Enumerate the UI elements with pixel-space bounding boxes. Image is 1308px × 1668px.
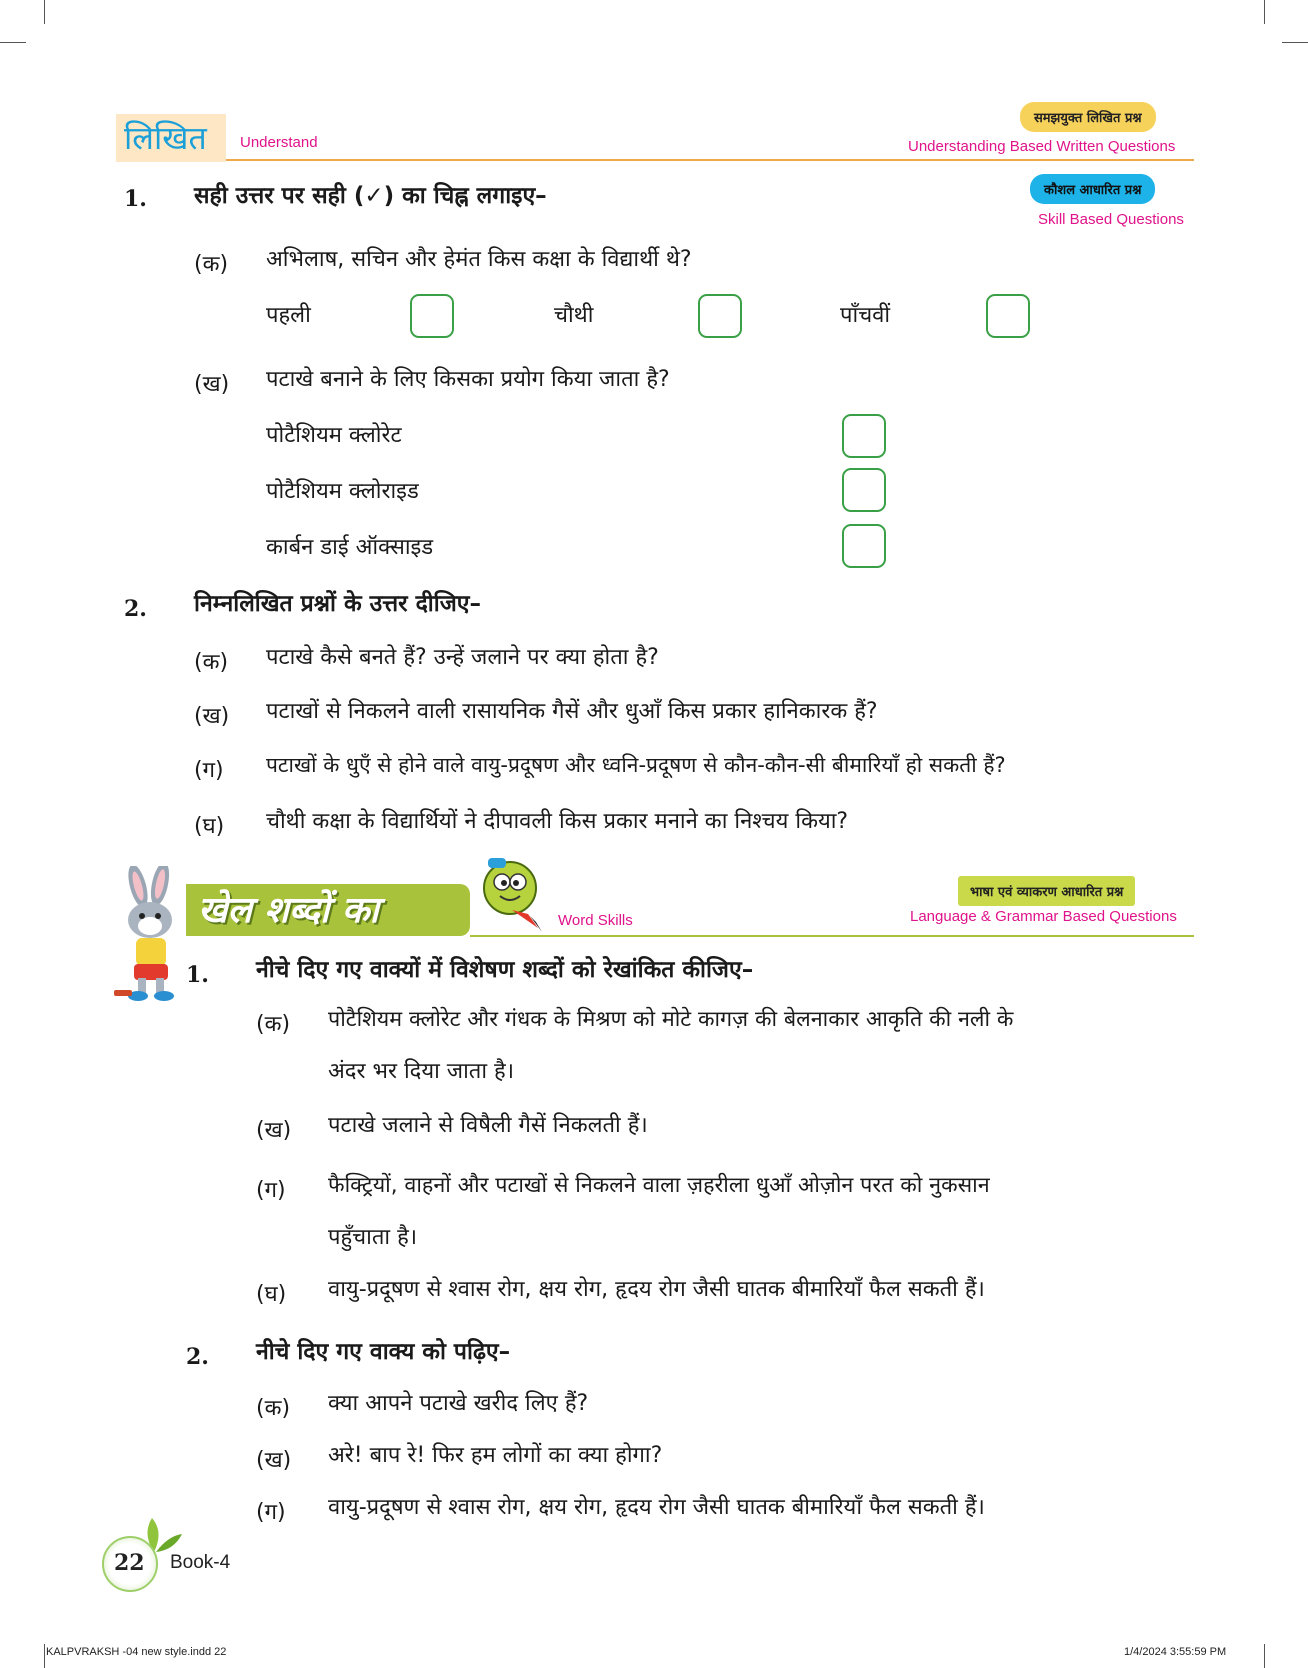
q1a-option-3: पाँचवीं (840, 303, 891, 328)
skill-tag-en: Skill Based Questions (1038, 211, 1184, 228)
q2-item-text: पटाखों के धुएँ से होने वाले वायु-प्रदूषण और ध्वनि-प्रदूषण से कौन-कौन-सी बीमारियाँ हो सकती हैं? (266, 753, 1006, 777)
page-number: 22 (114, 1550, 145, 1576)
w1-title: नीचे दिए गए वाक्यों में विशेषण शब्दों को रेखांकित कीजिए– (256, 957, 754, 983)
w1-item-label: (ग) (256, 1178, 286, 1203)
q1a-text: अभिलाष, सचिन और हेमंत किस कक्षा के विद्यार्थी थे? (266, 247, 692, 272)
grammar-tag-en: Language & Grammar Based Questions (910, 908, 1177, 925)
w1-item-label: (क) (256, 1012, 291, 1037)
w1-item-line1: पोटैशियम क्लोरेट और गंधक के मिश्रण को मोटे कागज़ की बेलनाकार आकृति की नली के (328, 1007, 1014, 1032)
w1-number: 1. (186, 962, 209, 988)
likhit-title: लिखित (124, 119, 207, 157)
book-label: Book-4 (170, 1552, 231, 1573)
q2-item-label: (ख) (194, 704, 230, 729)
w1-item-label: (ख) (256, 1118, 292, 1143)
q2-item-text: पटाखे कैसे बनते हैं? उन्हें जलाने पर क्या होता है? (266, 645, 659, 670)
w1-item-line1: वायु-प्रदूषण से श्वास रोग, क्षय रोग, हृदय रोग जैसी घातक बीमारियाँ फैल सकती हैं। (328, 1277, 985, 1302)
q1b-label: (ख) (194, 372, 230, 397)
w2-item-label: (ख) (256, 1448, 292, 1473)
q2-title: निम्नलिखित प्रश्नों के उत्तर दीजिए– (194, 591, 481, 617)
footer-filename: KALPVRAKSH -04 new style.indd 22 (46, 1646, 227, 1658)
w2-title: नीचे दिए गए वाक्य को पढ़िए– (256, 1339, 511, 1365)
grammar-tag: भाषा एवं व्याकरण आधारित प्रश्न (958, 876, 1135, 906)
w2-item-text: अरे! बाप रे! फिर हम लोगों का क्या होगा? (328, 1443, 663, 1468)
q1a-checkbox-1[interactable] (410, 294, 454, 338)
footer-date: 1/4/2024 3:55:59 PM (1124, 1646, 1227, 1658)
section2-rule (470, 935, 1194, 937)
q1a-option-2: चौथी (554, 303, 594, 328)
crop-mark (44, 1644, 45, 1668)
q1b-text: पटाखे बनाने के लिए किसका प्रयोग किया जाता है? (266, 367, 670, 392)
q2-item-label: (घ) (194, 814, 225, 839)
w2-item-text: क्या आपने पटाखे खरीद लिए हैं? (328, 1391, 589, 1416)
w1-item-line1: पटाखे जलाने से विषैली गैसें निकलती हैं। (328, 1113, 648, 1138)
w1-item-label: (घ) (256, 1282, 287, 1307)
q1b-checkbox-2[interactable] (842, 468, 886, 512)
q1-title: सही उत्तर पर सही (✓) का चिह्न लगाइए– (194, 183, 547, 209)
w1-item-line2: पहुँचाता है। (328, 1225, 418, 1250)
q1a-label: (क) (194, 252, 229, 277)
q1b-checkbox-1[interactable] (842, 414, 886, 458)
q1b-option-3: कार्बन डाई ऑक्साइड (266, 535, 434, 560)
crop-mark (1264, 0, 1265, 24)
understand-label: Understand (240, 134, 318, 151)
banner-title: खेल शब्दों का (198, 890, 379, 931)
q2-item-text: पटाखों से निकलने वाली रासायनिक गैसें और धुआँ किस प्रकार हानिकारक हैं? (266, 699, 878, 724)
w2-item-label: (ग) (256, 1500, 286, 1525)
w1-item-line1: फैक्ट्रियों, वाहनों और पटाखों से निकलने वाला ज़हरीला धुआँ ओज़ोन परत को नुकसान (328, 1173, 990, 1198)
q1b-option-2: पोटैशियम क्लोराइड (266, 479, 419, 504)
crop-mark (44, 0, 45, 24)
crop-mark (0, 42, 26, 43)
q1b-option-1: पोटैशियम क्लोरेट (266, 423, 402, 448)
crop-mark (1282, 42, 1308, 43)
rabbit-mascot-icon (108, 866, 192, 1006)
q2-item-text: चौथी कक्षा के विद्यार्थियों ने दीपावली किस प्रकार मनाने का निश्चय किया? (266, 809, 849, 834)
q1a-checkbox-2[interactable] (698, 294, 742, 338)
crop-mark (1264, 1644, 1265, 1668)
understanding-tag-en: Understanding Based Written Questions (908, 138, 1176, 155)
skill-tag: कौशल आधारित प्रश्न (1030, 174, 1155, 204)
q1b-checkbox-3[interactable] (842, 524, 886, 568)
header-rule (226, 159, 1194, 161)
q2-number: 2. (124, 596, 147, 622)
q2-item-label: (ग) (194, 758, 224, 783)
w2-number: 2. (186, 1344, 209, 1370)
w1-item-line2: अंदर भर दिया जाता है। (328, 1059, 515, 1084)
w2-item-label: (क) (256, 1396, 291, 1421)
q1a-option-1: पहली (266, 303, 311, 328)
q2-item-label: (क) (194, 650, 229, 675)
w2-item-text: वायु-प्रदूषण से श्वास रोग, क्षय रोग, हृदय रोग जैसी घातक बीमारियाँ फैल सकती हैं। (328, 1495, 985, 1520)
understanding-tag: समझयुक्त लिखित प्रश्न (1020, 102, 1156, 132)
word-skills-label: Word Skills (558, 912, 633, 929)
pencil-mascot-icon (476, 854, 548, 934)
q1-number: 1. (124, 186, 147, 212)
q1a-checkbox-3[interactable] (986, 294, 1030, 338)
